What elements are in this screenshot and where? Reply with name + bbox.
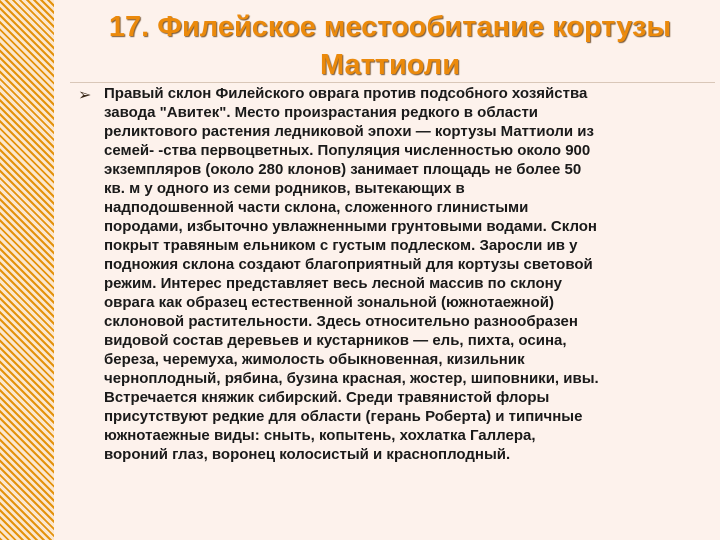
arrow-bullet-icon: ➢	[78, 87, 92, 104]
bullet-item	[78, 84, 706, 464]
bullet-text: Правый склон Филейского оврага против подсобного хозяйства завода "Авитек". Место произрастания редкого в области реликтового растения ледниковой эпохи — кортузы Маттиоли из семей- -ства первоцветных. Популяция численностью около 900 экземпляров (около 280 клонов) занимает площадь не более 50 кв. м у одного из семи родников, вытекающих в надподошвенной части склона, сложенного глинистыми породами, избыточно увлажненными грунтовыми водами. Склон покрыт травяным ельником с густым подлеском. Заросли ив у подножия склона создают благоприятный для кортузы световой режим. Интерес представляет весь лесной массив по склону оврага как образец естественной зональной (южнотаежной) склоновой растительности. Здесь относительно разнообразен видовой состав деревьев и кустарников — ель, пихта, осина, береза, черемуха, жимолость обыкновенная, кизильник черноплодный, рябина, бузина красная, жостер, шиповники, ивы. Встречается княжик сибирский. Среди травянистой флоры присутствуют редкие для области (герань Роберта) и типичные южнотаежные виды: сныть, копытень, хохлатка Галлера, вороний глаз, воронец колосистый и красноплодный.	[104, 85, 599, 463]
title-divider	[70, 82, 715, 83]
decorative-stripe	[0, 0, 54, 540]
slide-title: 17. Филейское местообитание кортузы Маттиоли	[108, 11, 672, 81]
